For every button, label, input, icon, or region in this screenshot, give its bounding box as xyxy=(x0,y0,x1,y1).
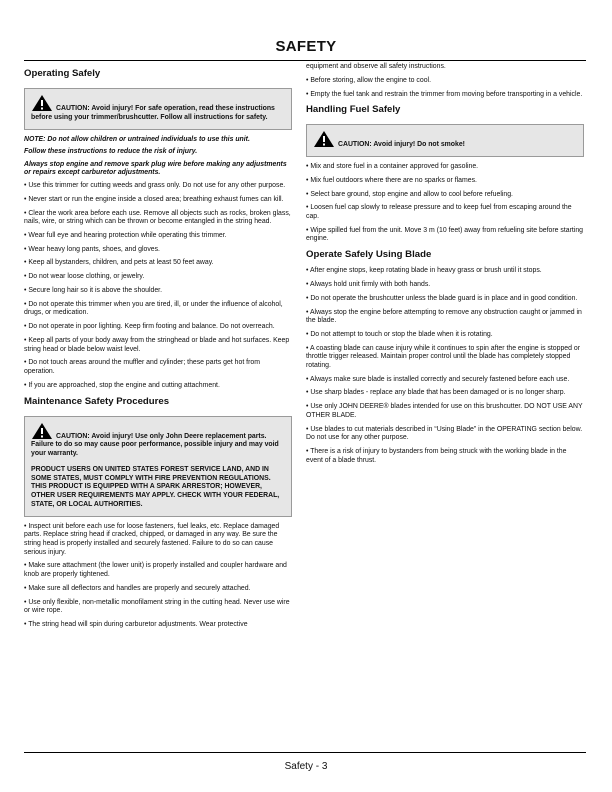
caution-text-fuel: CAUTION: Avoid injury! Do not smoke! xyxy=(338,141,465,149)
list-item: • Mix fuel outdoors where there are no sparks or flames. xyxy=(306,176,477,184)
list-item: • Wipe spilled fuel from the unit. Move 3 m (10 feet) away from refueling site before starting engine. xyxy=(306,226,584,243)
footer-rule xyxy=(24,752,586,753)
list-item: • Do not touch areas around the muffler and cylinder; these parts get hot from operation. xyxy=(24,359,260,375)
heading-handling-fuel: Handling Fuel Safely xyxy=(306,104,401,116)
list-item: • Never start or run the engine inside a closed area; breathing exhaust fumes can kill. xyxy=(24,195,284,203)
list-item: • Secure long hair so it is above the shoulder. xyxy=(24,287,163,295)
list-item: • Do not wear loose clothing, or jewelry. xyxy=(24,273,145,281)
list-item: • Loosen fuel cap slowly to release pressure and to keep fuel from escaping around the cap. xyxy=(306,204,572,221)
list-item: • Use this trimmer for cutting weeds and grass only. Do not use for any other purpose. xyxy=(24,181,286,189)
list-item: • Use blades to cut materials described in “Using Blade” in the OPERATING section below. Do not use for any other purpose. xyxy=(306,425,583,442)
note-children: NOTE: Do not allow children or untrained individuals to use this unit. xyxy=(24,135,250,143)
list-item: • Inspect unit before each use for loose fasteners, fuel leaks, etc. Replace damaged parts. Replace string head if cracked, chipped, or damaged in any way. Be sure the string head is properly installed and securely fastened. Failure to do so can cause serious injury. xyxy=(24,522,280,556)
list-item: • If you are approached, stop the engine and cutting attachment. xyxy=(24,381,220,389)
left-column xyxy=(24,63,292,635)
list-item: • The string head will spin during carburetor adjustments. Wear protective xyxy=(24,620,248,628)
forest-service-notice: PRODUCT USERS ON UNITED STATES FOREST SERVICE LAND, AND IN SOME STATES, MUST COMPLY WITH FIRE PREVENTION REGULATIONS. THIS PRODUCT IS EQUIPPED WITH A SPARK ARRESTOR; HOWEVER, OTHER USER REQUIREMENTS MAY APPLY. CHECK WITH YOUR FEDERAL, STATE, OR LOCAL AUTHORITIES. xyxy=(31,465,280,509)
heading-operating-safely: Operating Safely xyxy=(24,68,101,79)
list-item: • Wear full eye and hearing protection while operating this trimmer. xyxy=(24,231,227,239)
page-title: SAFETY xyxy=(275,38,337,55)
warning-triangle-icon xyxy=(31,422,53,440)
list-item: • After engine stops, keep rotating blade in heavy grass or brush until it stops. xyxy=(306,267,542,275)
note-stop-engine: Always stop engine and remove spark plug wire before making any adjustments or repairs except carburetor adjustments. xyxy=(24,160,287,177)
list-item: • Use only JOHN DEERE® blades intended for use on this brushcutter. DO NOT USE ANY OTHER BLADE. xyxy=(306,403,583,419)
header-rule xyxy=(24,60,586,61)
list-item: • Make sure all deflectors and handles are properly and securely attached. xyxy=(24,584,251,592)
caution-box-fuel xyxy=(306,124,584,157)
list-item: • Do not operate the brushcutter unless the blade guard is in place and in good condition. xyxy=(306,294,578,302)
page-footer: Safety - 3 xyxy=(284,761,328,772)
list-item: • Wear heavy long pants, shoes, and gloves. xyxy=(24,245,160,253)
list-item: • Always stop the engine before attempting to remove any obstruction caught or jammed in the blade. xyxy=(306,308,582,325)
list-item: • Before storing, allow the engine to cool. xyxy=(306,76,431,84)
list-item: • Use sharp blades - replace any blade that has been damaged or is no longer sharp. xyxy=(306,389,566,397)
list-item: • Always make sure blade is installed correctly and securely fastened before each use. xyxy=(306,375,570,383)
list-item: • A coasting blade can cause injury while it continues to spin after the engine is stopped or throttle trigger released. Maintain proper control until the blade has completely stopped rotating. xyxy=(306,344,580,369)
list-item: • Mix and store fuel in a container approved for gasoline. xyxy=(306,163,479,171)
caution-box-operating xyxy=(24,88,292,130)
list-item: • Do not attempt to touch or stop the blade when it is rotating. xyxy=(306,330,493,338)
note-reduce-risk: Follow these instructions to reduce the risk of injury. xyxy=(24,148,198,156)
list-item-continued: equipment and observe all safety instructions. xyxy=(306,63,446,70)
caution-text-maintenance-wrap xyxy=(31,422,285,459)
list-item: • Make sure attachment (the lower unit) is properly installed and coupler hardware and knob are properly tightened. xyxy=(24,562,287,579)
list-item: • Select bare ground, stop engine and allow to cool before refueling. xyxy=(306,190,513,198)
caution-box-maintenance xyxy=(24,416,292,517)
list-item: • Do not operate in poor lighting. Keep firm footing and balance. Do not overreach. xyxy=(24,323,275,331)
list-item: • Keep all bystanders, children, and pets at least 50 feet away. xyxy=(24,259,214,267)
caution-text-fuel-wrap xyxy=(313,130,577,150)
warning-triangle-icon xyxy=(31,94,53,112)
list-item: • Empty the fuel tank and restrain the trimmer from moving before transporting in a vehicle. xyxy=(306,90,583,98)
list-item: • Keep all parts of your body away from the stringhead or blade and hot surfaces. Keep string head or blade below waist level. xyxy=(24,336,290,353)
heading-operate-blade: Operate Safely Using Blade xyxy=(306,249,432,261)
list-item: • Clear the work area before each use. Remove all objects such as rocks, broken glass, nails, wire, or string which can be thrown or become entangled in the string head. xyxy=(24,209,291,226)
caution-text-maintenance: CAUTION: Avoid injury! Use only John Deere replacement parts. Failure to do so may cause poor performance, possible injury and may void your warranty. xyxy=(31,432,279,458)
right-column xyxy=(306,63,584,470)
list-item: • Always hold unit firmly with both hands. xyxy=(306,281,431,289)
list-item: • Do not operate this trimmer when you are tired, ill, or under the influence of alcohol, drugs, or medication. xyxy=(24,300,283,317)
caution-text-operating-wrap xyxy=(31,94,285,123)
warning-triangle-icon xyxy=(313,130,335,148)
heading-maintenance-safety: Maintenance Safety Procedures xyxy=(24,395,170,407)
list-item: • There is a risk of injury to bystanders from being struck with the working blade in the event of a blade thrust. xyxy=(306,448,567,464)
list-item: • Use only flexible, non-metallic monofilament string in the cutting head. Never use wire or wire rope. xyxy=(24,598,290,615)
caution-text-operating: CAUTION: Avoid injury! For safe operation, read these instructions before using your trimmer/brushcutter. Follow all instructions for safety. xyxy=(31,105,275,121)
